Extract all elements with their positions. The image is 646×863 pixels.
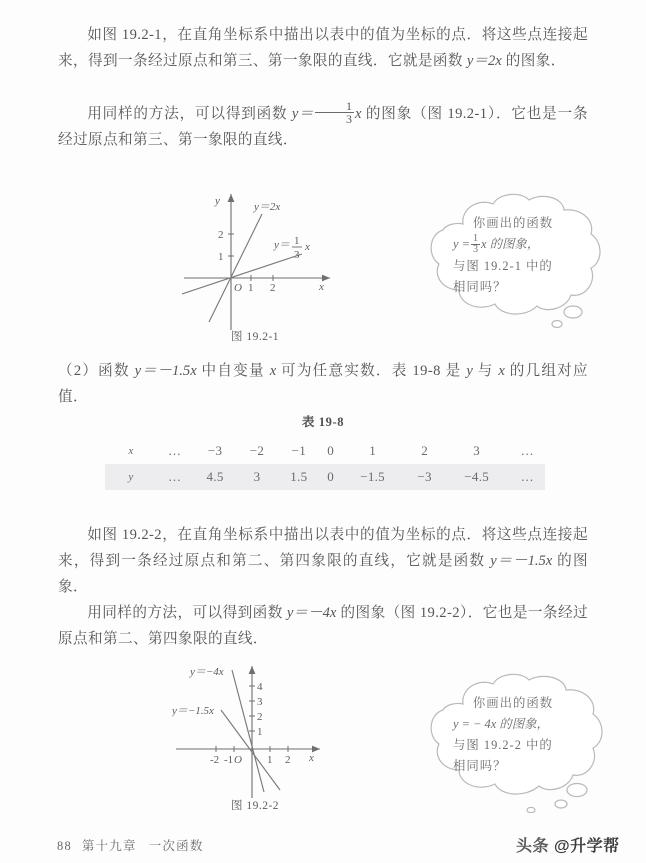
figure-1-y-tick-label-2: 2 — [218, 229, 224, 241]
thought-bubble-2 — [425, 668, 610, 813]
paragraph-1-equation: y＝2x — [466, 53, 502, 69]
line-y-equals-neg1point5x — [221, 710, 280, 790]
table-cell-x-8: … — [520, 443, 534, 458]
line-y-equals-one-third-x — [182, 254, 302, 294]
table-cell-y-2: 3 — [238, 464, 276, 490]
paragraph-3-text-c: 可为任意实数．表 19-8 是 — [276, 363, 467, 379]
figure-2-x-tick-label-1: 1 — [267, 754, 273, 766]
bubble-tail-2 — [552, 321, 562, 328]
figure-1-line1-label: y＝2x — [254, 201, 281, 213]
thought-bubble-2-text — [453, 693, 581, 777]
paragraph-5 — [58, 600, 588, 652]
bubble2-line-2: y = − 4x 的图象， — [453, 717, 549, 731]
paragraph-3-text-e: 的几组对应值． — [58, 363, 588, 405]
paragraph-1 — [58, 22, 588, 74]
bubble2-tail-1 — [567, 784, 587, 797]
table-cell-y-3: 1.5 — [276, 464, 322, 490]
figure-2-x-label: x — [309, 752, 314, 764]
paragraph-3-equation: y＝－1.5x — [134, 363, 197, 379]
y-axis-arrow — [249, 666, 256, 674]
paragraph-4-equation: y＝－1.5x — [490, 553, 553, 569]
bubble-tail-1 — [564, 306, 582, 318]
figure-2 — [172, 662, 342, 802]
figure-1-line2-label-lhs: y＝ — [274, 239, 290, 251]
figure-2-x-tick-label-neg2: -2 — [210, 754, 220, 766]
paragraph-3-var-x2: x — [498, 363, 505, 379]
bubble1-line-4: 相同吗？ — [453, 279, 507, 294]
figure-2-origin-label: O — [234, 754, 242, 766]
bubble1-line-3: 与图 19.2-1 中的 — [453, 258, 553, 273]
figure-2-y-tick-label-4: 4 — [257, 681, 263, 693]
table-cell-y-7: −4.5 — [444, 464, 510, 490]
bubble2-line-4: 相同吗？ — [453, 759, 507, 773]
table-cell-y-1: 4.5 — [192, 464, 238, 490]
footer-chapter: 第十九章 — [81, 839, 137, 853]
bubble2-line-3: 与图 19.2-2 中的 — [453, 738, 553, 752]
table-cell-x-3: −1 — [291, 443, 307, 458]
paragraph-4-text-a: 如图 19.2-2，在直角坐标系中描出以表中的值为坐标的点．将这些点连接起来，得到一条经过原点和第二、第四象限的直线，它就是函数 — [58, 527, 588, 569]
figure-2-y-tick-label-1: 1 — [257, 726, 263, 738]
paragraph-3-text-d: 与 — [472, 363, 499, 379]
table-row-x-label: x — [128, 445, 134, 457]
bubble1-frac-num: 1 — [472, 233, 479, 244]
bubble2-tail-2 — [555, 800, 567, 808]
paragraph-5-equation: y＝－4x — [286, 605, 337, 621]
watermark-prefix: 头条 — [516, 838, 550, 855]
watermark-handle: @升学帮 — [553, 838, 620, 855]
paragraph-2-fraction — [315, 100, 354, 125]
table-title: 表 19-8 — [301, 415, 345, 429]
fraction-numerator: 1 — [345, 99, 352, 113]
page-number: 88 — [57, 839, 72, 853]
figure-1-graph — [182, 182, 342, 332]
figure-1-line2-frac-num: 1 — [294, 235, 300, 247]
paragraph-3-var-y: y — [466, 363, 473, 379]
table-row-y — [105, 464, 545, 490]
fraction-denominator: 3 — [315, 112, 354, 125]
figure-2-line1-label: y＝−4x — [190, 666, 224, 678]
thought-bubble-1-text — [453, 213, 581, 298]
table-row-y-label: y — [105, 464, 157, 490]
table-cell-x-5: 1 — [369, 443, 376, 458]
figure-1-line2-var: x — [305, 241, 310, 253]
figure-2-caption: 图 19.2-2 — [230, 800, 280, 812]
table-cell-x-2: −2 — [249, 443, 265, 458]
figure-1-origin-label: O — [234, 282, 242, 294]
figure-1-y-label: y — [215, 195, 220, 207]
page-footer — [57, 836, 204, 854]
paragraph-1-text-a: 如图 19.2-1，在直角坐标系中描出以表中的值为坐标的点．将这些点连接起来，得到一条经过原点和第三、第一象限的直线．它就是函数 — [58, 27, 588, 69]
paragraph-2-text-a: 用同样的方法，可以得到函数 — [87, 106, 292, 123]
figure-1-x-tick-label-2: 2 — [270, 282, 276, 294]
table-cell-y-4: 0 — [322, 464, 340, 490]
bubble1-line-2-lhs: y = — [453, 237, 470, 252]
y-axis-arrow — [228, 194, 235, 202]
bubble1-line-1: 你画出的函数 — [472, 216, 554, 230]
table-cell-x-7: 3 — [473, 443, 481, 458]
figure-1-y-tick-label-1: 1 — [218, 251, 224, 263]
bubble2-tail-3 — [527, 807, 535, 812]
table-cell-x-0: … — [168, 443, 182, 458]
figure-1 — [182, 182, 342, 332]
bubble1-line-2-rest: x 的图象， — [481, 237, 540, 252]
footer-section: 一次函数 — [148, 839, 204, 853]
paragraph-3-text-a: （2）函数 — [58, 363, 135, 379]
line-y-equals-2x — [209, 214, 262, 322]
paragraph-2 — [58, 100, 588, 153]
bubble1-line-2 — [453, 234, 581, 256]
paragraph-3 — [58, 358, 588, 410]
figure-2-graph — [172, 662, 342, 802]
paragraph-5-text-a: 用同样的方法，可以得到函数 — [87, 605, 287, 621]
figure-2-y-tick-label-3: 3 — [257, 696, 263, 708]
paragraph-2-equation-lhs: y＝ — [291, 106, 314, 123]
table-cell-y-8: … — [510, 464, 545, 490]
table-cell-x-6: 2 — [421, 443, 429, 458]
thought-bubble-1 — [425, 188, 605, 328]
figure-2-y-tick-label-2: 2 — [257, 711, 263, 723]
paragraph-3-var-x: x — [269, 363, 277, 379]
bubble1-frac-den: 3 — [472, 244, 479, 256]
bubble2-line-1: 你画出的函数 — [472, 696, 554, 710]
table-cell-y-6: −3 — [406, 464, 444, 490]
figure-2-x-tick-label-neg1: -1 — [224, 754, 234, 766]
table-cell-x-1: −3 — [207, 443, 223, 458]
figure-1-x-label: x — [319, 281, 324, 293]
table-cell-y-5: −1.5 — [340, 464, 406, 490]
figure-1-x-tick-label-1: 1 — [248, 282, 254, 294]
watermark — [516, 833, 620, 856]
figure-2-line2-label: y＝−1.5x — [172, 705, 214, 717]
bubble1-fraction — [471, 234, 480, 256]
paragraph-2-text-b: 的图象（图 19.2-1）．它也是一条经过原点和第三、第一象限的直线． — [58, 106, 588, 149]
paragraph-4 — [58, 522, 588, 600]
paragraph-5-text-b: 的图象（图 19.2-2）．它也是一条经过原点和第二、第四象限的直线． — [58, 605, 589, 647]
paragraph-4-text-b: 的图象． — [58, 553, 588, 595]
paragraph-1-text-b: 的图象． — [501, 53, 566, 69]
figure-1-line2-frac-den: 3 — [294, 249, 300, 261]
figure-2-x-tick-label-2: 2 — [285, 754, 291, 766]
table-cell-x-4: 0 — [327, 443, 335, 458]
figure-1-caption: 图 19.2-1 — [230, 331, 280, 343]
paragraph-2-equation-var: x — [354, 106, 362, 123]
table-cell-y-0: … — [157, 464, 192, 490]
table-row-x — [105, 438, 545, 464]
paragraph-3-text-b: 中自变量 — [196, 363, 270, 379]
data-table — [105, 438, 545, 490]
